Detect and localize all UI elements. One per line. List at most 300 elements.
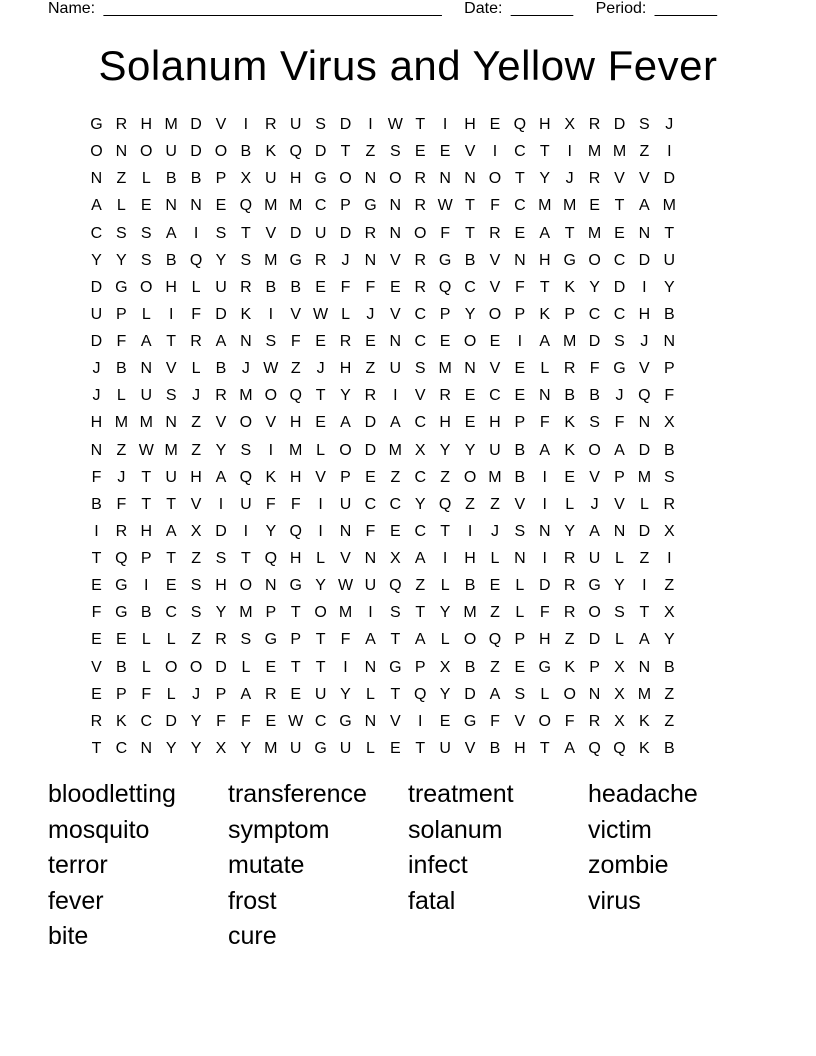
- word-list-item: bloodletting: [48, 780, 176, 808]
- grid-letter: I: [542, 550, 547, 568]
- grid-letter: V: [514, 712, 526, 730]
- grid-letter: D: [215, 522, 227, 540]
- grid-letter: Q: [414, 685, 427, 703]
- grid-row: [84, 464, 732, 491]
- grid-letter: L: [166, 685, 176, 703]
- grid-letter: G: [389, 658, 402, 676]
- grid-letter: F: [265, 495, 276, 513]
- grid-letter: F: [91, 604, 102, 622]
- grid-letter: V: [389, 305, 401, 323]
- grid-letter: D: [638, 251, 651, 269]
- grid-letter: N: [588, 685, 601, 703]
- grid-letter: M: [289, 197, 303, 215]
- grid-letter: F: [614, 414, 625, 432]
- grid-letter: N: [90, 170, 103, 188]
- grid-letter: K: [240, 305, 252, 323]
- grid-letter: O: [463, 631, 477, 649]
- grid-letter: Y: [663, 631, 675, 649]
- grid-letter: I: [94, 522, 99, 540]
- grid-letter: V: [489, 360, 501, 378]
- grid-letter: P: [663, 360, 675, 378]
- grid-letter: Z: [664, 712, 675, 730]
- grid-letter: A: [165, 522, 177, 540]
- grid-letter: F: [589, 360, 600, 378]
- period-blank: _______: [654, 0, 718, 17]
- grid-row: [84, 518, 732, 545]
- grid-letter: I: [442, 550, 448, 568]
- grid-letter: B: [464, 251, 476, 269]
- grid-letter: V: [215, 414, 227, 432]
- grid-letter: J: [590, 495, 599, 513]
- grid-letter: Y: [215, 251, 227, 269]
- grid-row: [84, 654, 732, 681]
- grid-letter: S: [190, 604, 202, 622]
- grid-letter: E: [290, 685, 302, 703]
- grid-row: [84, 274, 732, 301]
- grid-letter: H: [464, 116, 476, 134]
- grid-letter: F: [340, 278, 351, 296]
- grid-letter: I: [368, 604, 373, 622]
- grid-letter: O: [414, 224, 427, 242]
- grid-letter: Z: [564, 631, 575, 649]
- grid-letter: U: [240, 495, 252, 513]
- grid-letter: T: [514, 170, 525, 188]
- grid-letter: A: [589, 522, 600, 540]
- grid-letter: V: [389, 251, 401, 269]
- grid-letter: F: [539, 604, 550, 622]
- grid-letter: M: [637, 685, 652, 703]
- grid-letter: E: [514, 387, 526, 405]
- grid-letter: N: [638, 414, 651, 432]
- grid-letter: N: [165, 197, 177, 215]
- grid-letter: Y: [340, 685, 351, 703]
- grid-letter: R: [489, 224, 501, 242]
- grid-letter: P: [340, 197, 351, 215]
- grid-letter: U: [140, 387, 153, 405]
- grid-letter: J: [92, 360, 101, 378]
- grid-letter: M: [239, 387, 253, 405]
- grid-letter: O: [140, 278, 153, 296]
- grid-letter: V: [91, 658, 102, 676]
- grid-letter: X: [614, 685, 625, 703]
- grid-letter: L: [241, 658, 251, 676]
- grid-letter: X: [439, 658, 451, 676]
- grid-letter: Y: [564, 522, 575, 540]
- grid-letter: U: [314, 685, 327, 703]
- grid-letter: D: [364, 441, 377, 459]
- grid-letter: W: [313, 305, 329, 323]
- grid-row: [84, 437, 732, 464]
- grid-letter: R: [339, 333, 352, 351]
- grid-letter: G: [90, 116, 103, 134]
- grid-letter: R: [663, 495, 676, 513]
- grid-letter: L: [639, 495, 649, 513]
- grid-letter: X: [564, 116, 575, 134]
- grid-letter: B: [91, 495, 102, 513]
- grid-letter: Q: [438, 495, 452, 513]
- grid-letter: Z: [116, 441, 127, 459]
- grid-letter: G: [115, 577, 128, 595]
- grid-letter: A: [639, 631, 650, 649]
- grid-letter: C: [464, 278, 476, 296]
- grid-letter: S: [514, 685, 526, 703]
- grid-letter: L: [141, 170, 151, 188]
- grid-letter: A: [340, 414, 351, 432]
- grid-letter: Z: [191, 550, 201, 568]
- grid-letter: I: [642, 278, 647, 296]
- grid-letter: R: [364, 224, 377, 242]
- grid-letter: H: [538, 116, 551, 134]
- grid-letter: V: [464, 143, 476, 161]
- grid-letter: S: [215, 224, 227, 242]
- grid-letter: L: [166, 631, 176, 649]
- grid-letter: K: [265, 468, 277, 486]
- grid-letter: D: [314, 143, 327, 161]
- grid-letter: G: [115, 604, 128, 622]
- grid-letter: L: [540, 360, 550, 378]
- word-list-item: fatal: [408, 886, 456, 915]
- grid-letter: I: [393, 387, 398, 405]
- grid-row: [84, 626, 732, 653]
- grid-letter: C: [514, 197, 526, 215]
- grid-letter: L: [615, 631, 624, 649]
- grid-letter: S: [215, 550, 227, 568]
- grid-letter: S: [240, 441, 252, 459]
- grid-letter: A: [215, 468, 227, 486]
- word-list-item: virus: [588, 886, 641, 915]
- grid-letter: C: [115, 739, 128, 757]
- grid-letter: O: [588, 251, 601, 269]
- grid-letter: Y: [439, 685, 451, 703]
- word-list-item: treatment: [408, 780, 514, 808]
- word-list-item: victim: [588, 815, 652, 844]
- grid-letter: C: [414, 305, 427, 323]
- grid-letter: P: [116, 305, 127, 323]
- word-list-item: mutate: [228, 851, 305, 880]
- grid-letter: B: [663, 658, 675, 676]
- grid-letter: E: [514, 360, 526, 378]
- grid-letter: J: [241, 360, 250, 378]
- grid-letter: K: [639, 739, 650, 757]
- grid-letter: Z: [191, 631, 201, 649]
- grid-row: [84, 111, 732, 138]
- grid-letter: E: [589, 197, 600, 215]
- grid-letter: H: [638, 305, 651, 323]
- grid-letter: L: [116, 387, 126, 405]
- grid-letter: J: [192, 387, 201, 405]
- grid-letter: C: [414, 468, 427, 486]
- grid-letter: E: [315, 333, 326, 351]
- grid-letter: L: [440, 631, 450, 649]
- grid-letter: E: [315, 414, 326, 432]
- grid-letter: Q: [289, 387, 302, 405]
- grid-letter: O: [588, 604, 601, 622]
- grid-letter: I: [268, 305, 274, 323]
- grid-letter: P: [514, 631, 526, 649]
- grid-letter: F: [564, 712, 575, 730]
- grid-letter: D: [339, 116, 352, 134]
- grid-letter: M: [438, 360, 452, 378]
- grid-letter: G: [314, 170, 327, 188]
- grid-letter: N: [265, 577, 277, 595]
- grid-letter: T: [539, 278, 550, 296]
- grid-letter: G: [588, 577, 601, 595]
- grid-letter: E: [140, 197, 152, 215]
- grid-letter: C: [165, 604, 177, 622]
- grid-letter: Q: [513, 116, 527, 134]
- grid-letter: E: [215, 197, 227, 215]
- grid-letter: F: [290, 333, 301, 351]
- grid-letter: P: [564, 305, 575, 323]
- grid-letter: N: [439, 170, 451, 188]
- grid-letter: E: [489, 116, 501, 134]
- grid-letter: S: [116, 224, 127, 242]
- grid-letter: Z: [290, 360, 301, 378]
- grid-letter: Z: [440, 468, 451, 486]
- grid-letter: U: [489, 441, 501, 459]
- grid-letter: F: [116, 495, 127, 513]
- grid-letter: L: [365, 685, 375, 703]
- grid-letter: H: [215, 577, 227, 595]
- grid-letter: O: [538, 712, 551, 730]
- grid-letter: T: [440, 522, 451, 540]
- grid-letter: O: [90, 143, 103, 161]
- grid-letter: T: [564, 224, 575, 242]
- grid-letter: Q: [638, 387, 651, 405]
- grid-letter: A: [215, 333, 227, 351]
- grid-letter: L: [141, 631, 151, 649]
- grid-row: [84, 220, 732, 247]
- grid-letter: N: [165, 414, 177, 432]
- grid-letter: G: [264, 631, 278, 649]
- grid-letter: K: [564, 658, 575, 676]
- grid-letter: R: [414, 170, 427, 188]
- grid-letter: R: [439, 387, 451, 405]
- grid-letter: I: [144, 577, 149, 595]
- grid-letter: C: [314, 197, 327, 215]
- grid-letter: N: [389, 197, 402, 215]
- grid-letter: U: [215, 278, 227, 296]
- grid-letter: N: [364, 251, 377, 269]
- grid-letter: N: [90, 441, 103, 459]
- grid-letter: G: [339, 712, 352, 730]
- grid-letter: O: [140, 143, 153, 161]
- grid-letter: N: [364, 712, 377, 730]
- grid-letter: I: [542, 495, 547, 513]
- grid-letter: B: [514, 441, 526, 459]
- grid-letter: I: [442, 116, 448, 134]
- grid-letter: V: [614, 495, 625, 513]
- grid-letter: H: [289, 550, 302, 568]
- grid-letter: T: [241, 224, 251, 242]
- grid-letter: T: [415, 604, 426, 622]
- grid-letter: E: [564, 468, 575, 486]
- grid-letter: G: [289, 577, 302, 595]
- grid-letter: T: [290, 604, 301, 622]
- grid-letter: A: [539, 441, 551, 459]
- grid-letter: H: [439, 414, 451, 432]
- grid-letter: S: [614, 604, 625, 622]
- grid-letter: S: [514, 522, 526, 540]
- grid-letter: N: [140, 739, 153, 757]
- grid-letter: T: [639, 604, 650, 622]
- grid-letter: L: [490, 550, 500, 568]
- grid-letter: O: [189, 658, 203, 676]
- grid-letter: F: [539, 414, 550, 432]
- grid-letter: J: [341, 251, 350, 269]
- grid-letter: I: [467, 522, 473, 540]
- grid-letter: Q: [239, 468, 253, 486]
- grid-letter: O: [588, 441, 601, 459]
- grid-letter: O: [164, 658, 178, 676]
- grid-letter: O: [214, 143, 228, 161]
- grid-letter: R: [215, 387, 227, 405]
- grid-letter: D: [90, 278, 103, 296]
- grid-letter: C: [140, 712, 153, 730]
- grid-letter: Y: [589, 278, 600, 296]
- grid-letter: I: [193, 224, 199, 242]
- grid-letter: U: [90, 305, 103, 323]
- grid-letter: Y: [190, 739, 202, 757]
- grid-letter: V: [464, 739, 476, 757]
- grid-letter: Q: [588, 739, 601, 757]
- grid-letter: I: [667, 550, 672, 568]
- grid-letter: B: [215, 360, 227, 378]
- grid-letter: L: [116, 197, 126, 215]
- grid-letter: V: [165, 360, 177, 378]
- grid-letter: T: [290, 658, 301, 676]
- grid-letter: Z: [465, 495, 475, 513]
- grid-row: [84, 247, 732, 274]
- word-list-item: mosquito: [48, 815, 150, 844]
- grid-letter: T: [390, 685, 401, 703]
- grid-letter: M: [338, 604, 353, 622]
- word-list-item: terror: [48, 851, 108, 880]
- grid-letter: A: [165, 224, 177, 242]
- grid-letter: C: [489, 387, 501, 405]
- grid-letter: N: [538, 387, 551, 405]
- grid-letter: P: [414, 658, 426, 676]
- grid-letter: E: [165, 577, 177, 595]
- grid-letter: R: [115, 116, 128, 134]
- grid-letter: R: [414, 278, 427, 296]
- grid-letter: J: [665, 116, 674, 134]
- grid-letter: D: [190, 143, 202, 161]
- grid-letter: O: [339, 441, 352, 459]
- grid-letter: Y: [215, 441, 227, 459]
- grid-letter: V: [265, 224, 277, 242]
- grid-letter: Q: [289, 143, 302, 161]
- grid-letter: B: [663, 739, 675, 757]
- grid-letter: C: [314, 712, 327, 730]
- grid-letter: K: [564, 278, 575, 296]
- grid-letter: I: [268, 441, 274, 459]
- grid-letter: U: [289, 739, 302, 757]
- grid-letter: M: [637, 468, 652, 486]
- word-list-item: fever: [48, 886, 104, 915]
- grid-letter: H: [339, 360, 352, 378]
- grid-letter: M: [662, 197, 676, 215]
- grid-letter: V: [589, 468, 600, 486]
- grid-letter: E: [116, 631, 127, 649]
- grid-letter: S: [240, 251, 252, 269]
- grid-letter: V: [190, 495, 202, 513]
- grid-letter: U: [389, 360, 402, 378]
- grid-letter: N: [464, 360, 476, 378]
- grid-letter: E: [389, 739, 401, 757]
- grid-letter: H: [140, 116, 153, 134]
- grid-letter: B: [116, 658, 127, 676]
- grid-letter: X: [389, 550, 401, 568]
- grid-row: [84, 572, 732, 599]
- grid-letter: T: [141, 495, 152, 513]
- grid-letter: F: [514, 278, 525, 296]
- grid-row: [84, 708, 732, 735]
- grid-letter: D: [538, 577, 551, 595]
- grid-letter: P: [614, 468, 625, 486]
- grid-letter: E: [414, 143, 426, 161]
- grid-letter: J: [565, 170, 574, 188]
- grid-letter: S: [140, 224, 152, 242]
- grid-letter: O: [488, 305, 502, 323]
- grid-letter: T: [241, 550, 251, 568]
- grid-letter: Q: [115, 550, 128, 568]
- grid-letter: I: [318, 522, 323, 540]
- grid-letter: F: [440, 224, 451, 242]
- grid-letter: L: [316, 441, 326, 459]
- grid-letter: L: [365, 739, 375, 757]
- grid-letter: O: [463, 468, 477, 486]
- grid-letter: H: [514, 739, 526, 757]
- grid-letter: T: [141, 468, 152, 486]
- grid-letter: U: [314, 224, 327, 242]
- grid-letter: B: [165, 251, 177, 269]
- grid-letter: Y: [91, 251, 102, 269]
- grid-letter: M: [612, 143, 627, 161]
- grid-letter: Y: [265, 522, 277, 540]
- grid-letter: Q: [289, 522, 302, 540]
- grid-letter: I: [218, 495, 224, 513]
- grid-letter: Q: [488, 631, 502, 649]
- grid-letter: I: [542, 468, 547, 486]
- grid-letter: N: [514, 550, 526, 568]
- grid-letter: Q: [613, 739, 626, 757]
- grid-letter: B: [265, 278, 277, 296]
- grid-letter: E: [464, 414, 476, 432]
- grid-letter: M: [463, 604, 477, 622]
- grid-letter: L: [141, 305, 151, 323]
- word-list-item: cure: [228, 922, 277, 951]
- grid-letter: L: [615, 550, 624, 568]
- grid-letter: E: [439, 143, 451, 161]
- grid-letter: P: [514, 414, 526, 432]
- grid-letter: B: [140, 604, 152, 622]
- grid-letter: V: [290, 305, 302, 323]
- grid-letter: R: [190, 333, 202, 351]
- grid-letter: Y: [190, 712, 202, 730]
- date-blank: _______: [510, 0, 574, 17]
- grid-letter: U: [265, 170, 277, 188]
- header-fields: [48, 0, 768, 20]
- grid-letter: N: [389, 333, 402, 351]
- grid-letter: E: [91, 631, 102, 649]
- grid-letter: H: [289, 170, 302, 188]
- grid-letter: C: [90, 224, 103, 242]
- grid-letter: I: [517, 333, 523, 351]
- grid-letter: G: [613, 360, 626, 378]
- grid-letter: N: [115, 143, 128, 161]
- grid-letter: D: [364, 414, 377, 432]
